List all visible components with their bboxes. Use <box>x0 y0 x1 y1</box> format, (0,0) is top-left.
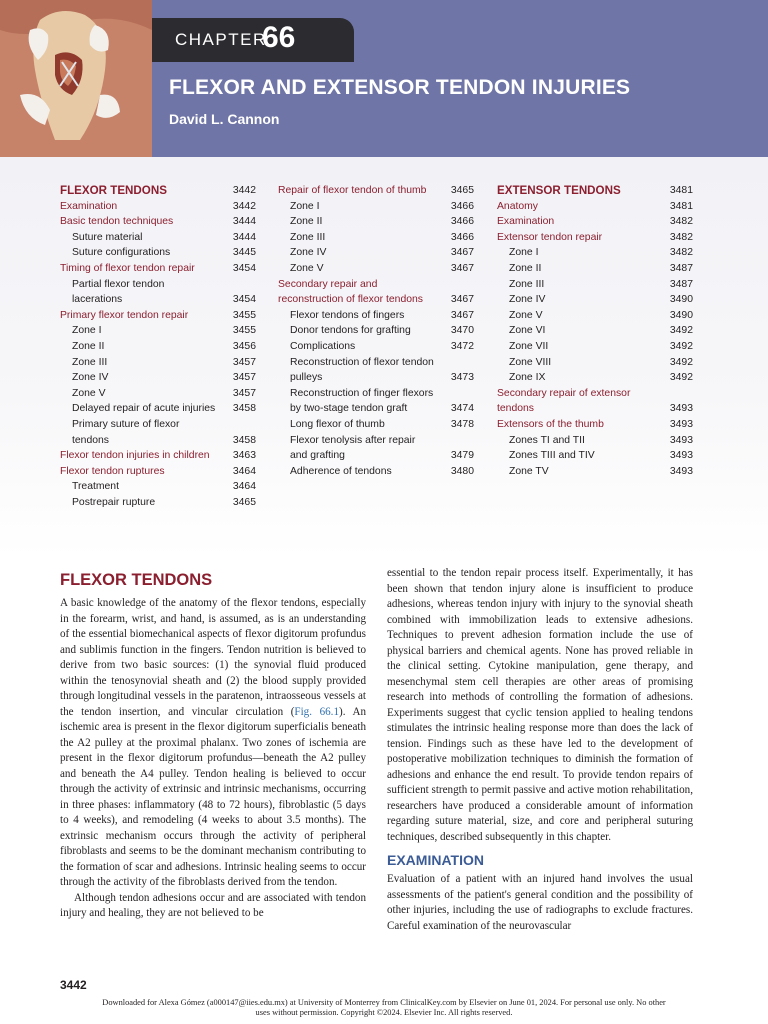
toc-entry-label: Complications <box>290 340 356 352</box>
toc-entry-page: 3444 <box>232 231 256 243</box>
toc-entry[interactable] <box>278 323 474 339</box>
body-column-left <box>60 566 366 922</box>
toc-entry-page: 3492 <box>669 340 693 352</box>
toc-entry-label: Examination <box>60 200 118 212</box>
toc-entry-label: Zone IV <box>509 294 546 306</box>
toc-entry[interactable] <box>60 479 256 495</box>
toc-entry-label: Basic tendon techniques <box>60 216 174 228</box>
toc-entry-page: 3464 <box>232 465 256 477</box>
toc-entry-page: 3457 <box>232 356 256 368</box>
toc-entry-page: 3442 <box>232 200 256 212</box>
toc-entry-label: Zone II <box>72 340 105 352</box>
chapter-opener-photo <box>0 0 152 157</box>
toc-entry-label: Flexor tendons of fingers <box>290 309 405 321</box>
toc-entry-label: Long flexor of thumb <box>290 418 385 430</box>
chapter-number: 66 <box>262 21 296 54</box>
toc-entry-page: 3457 <box>232 372 256 384</box>
toc-entry-page: 3487 <box>669 278 693 290</box>
toc-entry[interactable] <box>497 433 693 449</box>
toc-entry[interactable] <box>60 277 256 308</box>
toc-entry-page: 3458 <box>232 434 256 446</box>
toc-entry-page: 3467 <box>450 262 474 274</box>
toc-entry-page: 3442 <box>232 185 256 196</box>
paragraph-text: ). An ischemic area is present in the flexor digitorum superficialis beneath the A2 pulley at the proximal phalanx. Two zones of ischemia are present in the flexor digitorum profundus—beneath the A2 pulley and beneath the A4 pulley. Tendon healing is believed to occur through the activity of extrinsic and intrinsic mechanisms, occurring in three phases: inflammatory (48 to 72 hours), fibroblastic (5 days to 4 weeks), and remodeling (4 weeks to about 3.5 months). The extrinsic mechanism occurs through the activity of peripheral fibroblasts and seems to be the dominant mechanism contributing to the formation of scar and adhesions. Intrinsic healing seems to occur through the activity of the fibroblasts derived from the tendon. <box>60 705 367 888</box>
toc-entry-page: 3480 <box>450 465 474 477</box>
toc-entry-label: Zone II <box>290 216 323 228</box>
toc-entry-page: 3456 <box>232 340 256 352</box>
chapter-header <box>0 0 768 157</box>
toc-entry-page: 3493 <box>669 403 693 415</box>
toc-entry[interactable] <box>278 433 474 464</box>
toc-entry[interactable] <box>497 292 693 308</box>
toc-entry-label: Reconstruction of flexor tendon pulleys <box>290 356 434 384</box>
toc-entry-label: Zones TIII and TIV <box>509 450 595 462</box>
toc-entry-label: Zone III <box>509 278 545 290</box>
toc-entry-page: 3465 <box>232 496 256 508</box>
toc-entry[interactable] <box>60 339 256 355</box>
toc-entry[interactable] <box>278 355 474 386</box>
toc-entry[interactable] <box>278 464 474 480</box>
chapter-title: FLEXOR AND EXTENSOR TENDON INJURIES <box>169 76 631 99</box>
toc-entry[interactable] <box>60 355 256 371</box>
toc-entry-label: Zone III <box>72 356 108 368</box>
toc-entry[interactable] <box>497 308 693 324</box>
toc-entry-label: Zone II <box>509 262 542 274</box>
toc-entry[interactable] <box>497 245 693 261</box>
toc-entry-label: Zones TI and TII <box>509 434 585 446</box>
toc-entry-label: Suture material <box>72 231 143 243</box>
toc-entry-label: Delayed repair of acute injuries <box>72 403 216 415</box>
toc-entry-label: Zone IX <box>509 372 546 384</box>
toc-entry-page: 3492 <box>669 356 693 368</box>
toc-entry[interactable] <box>497 448 693 464</box>
toc-entry-label: Zone VI <box>509 325 546 337</box>
toc-entry-label: Zone III <box>290 231 326 243</box>
toc-entry[interactable] <box>60 495 256 511</box>
toc-entry[interactable] <box>497 199 693 215</box>
toc-entry[interactable] <box>60 199 256 215</box>
body-paragraph: Although tendon adhesions occur and are associated with tendon injury and healing, they are not believed to be <box>60 891 366 919</box>
toc-entry-page: 3467 <box>450 309 474 321</box>
toc-entry-label: Secondary repair of extensor tendons <box>497 387 631 415</box>
toc-entry-page: 3474 <box>450 403 474 415</box>
toc-entry[interactable] <box>497 277 693 293</box>
toc-entry-label: Zone TV <box>509 465 549 477</box>
toc-entry-page: 3490 <box>669 309 693 321</box>
toc-entry[interactable] <box>497 339 693 355</box>
toc-entry[interactable] <box>60 401 256 417</box>
toc-entry[interactable] <box>497 261 693 277</box>
toc-entry-label: Zone IV <box>72 372 109 384</box>
toc-entry-page: 3467 <box>450 294 474 306</box>
toc-entry-page: 3466 <box>450 216 474 228</box>
download-notice: Downloaded for Alexa Gómez (a000147@iies.edu.mx) at University of Monterrey from ClinicalKey.com by Elsevier on June 01, 2024. For personal use only. No other uses without permission. Copyright ©2024. Elsevier Inc. All rights reserved. <box>102 998 666 1017</box>
toc-entry-page: 3493 <box>669 434 693 446</box>
toc-entry[interactable] <box>278 245 474 261</box>
toc-entry-label: Treatment <box>72 481 119 493</box>
paragraph-text: A basic knowledge of the anatomy of the flexor tendons, especially in the forearm, wrist, and hand, is assumed, as is an understanding of the essential biomechanical aspects of flexor digitorum profundus and sublimis function in the fingers. Tendon nutrition is believed to derive from two basic sources: (1) the synovial fluid produced within the tenosynovial sheath and (2) the blood supply provided through longitudinal vessels in the paratenon, intraosseous vessels at the tendon insertion, and vincular circulation ( <box>60 597 366 718</box>
toc-entry-page: 3481 <box>669 185 693 196</box>
toc-entry[interactable] <box>497 386 693 417</box>
toc-entry-page: 3466 <box>450 200 474 212</box>
subsection-heading: EXAMINATION <box>387 852 484 868</box>
toc-entry-label: Donor tendons for grafting <box>290 325 411 337</box>
toc-entry[interactable] <box>60 261 256 277</box>
body-paragraph <box>60 596 366 891</box>
toc-column-1 <box>60 183 256 510</box>
toc-entry[interactable] <box>60 230 256 246</box>
toc-entry-label: Anatomy <box>497 200 539 212</box>
toc-entry[interactable] <box>278 214 474 230</box>
toc-entry-page: 3493 <box>669 450 693 462</box>
toc-entry-label: FLEXOR TENDONS <box>60 184 167 197</box>
body-paragraph: Evaluation of a patient with an injured hand involves the usual assessments of the patient's general condition and the possibility of other injuries, including the use of radiographs to exclude fractures. Careful examination of the neurovascular <box>387 873 693 932</box>
toc-entry-page: 3470 <box>450 325 474 337</box>
toc-entry-label: Zone V <box>290 262 324 274</box>
toc-entry[interactable] <box>60 214 256 230</box>
figure-link[interactable]: Fig. 66.1 <box>294 705 339 718</box>
toc-entry-page: 3463 <box>232 450 256 462</box>
toc-entry[interactable] <box>278 230 474 246</box>
toc-entry[interactable] <box>60 417 256 448</box>
toc-entry-label: Repair of flexor tendon of thumb <box>278 185 427 196</box>
toc-entry[interactable] <box>60 464 256 480</box>
toc-entry-label: Zone V <box>72 387 106 399</box>
toc-entry-page: 3465 <box>450 185 474 196</box>
toc-entry[interactable] <box>278 339 474 355</box>
toc-entry-label: Examination <box>497 216 555 228</box>
toc-column-2 <box>278 183 474 479</box>
toc-entry-label: Timing of flexor tendon repair <box>60 262 195 274</box>
toc-entry-label: Zone I <box>509 247 539 259</box>
toc-entry-label: Zone VIII <box>509 356 552 368</box>
toc-entry-page: 3492 <box>669 325 693 337</box>
toc-entry[interactable] <box>497 417 693 433</box>
toc-entry-page: 3478 <box>450 418 474 430</box>
body-column-right <box>387 566 693 934</box>
toc-entry[interactable] <box>278 277 474 308</box>
toc-entry-label: EXTENSOR TENDONS <box>497 184 621 197</box>
toc-entry-label: Reconstruction of finger flexors by two-stage tendon graft <box>290 387 434 415</box>
toc-entry-page: 3490 <box>669 294 693 306</box>
toc-entry-label: Adherence of tendons <box>290 465 392 477</box>
toc-entry-label: Flexor tendon injuries in children <box>60 450 210 462</box>
toc-entry[interactable] <box>60 448 256 464</box>
toc-entry[interactable] <box>497 355 693 371</box>
toc-entry[interactable] <box>278 308 474 324</box>
toc-entry[interactable] <box>497 323 693 339</box>
chapter-author: David L. Cannon <box>169 111 280 127</box>
toc-entry-label: Zone V <box>509 309 543 321</box>
toc-entry-label: Postrepair rupture <box>72 496 156 508</box>
body-paragraph: essential to the tendon repair process itself. Experimentally, it has been shown that tendon injury alone is insufficient to produce adhesions, whereas tendon injury with injury to the synovial sheath combined with immobilization leads to extensive adhesions. Techniques to prevent adhesion formation include the use of physical barriers and chemical agents. None has proved reliable in the clinical setting. Cytokine manipulation, gene therapy, and mesenchymal stem cell therapies are other areas of promising research into methods of controlling the formation of adhesions. Experiments suggest that cyclic tension applied to healing tendons stimulates the intrinsic healing response more than does the lack of tension. Findings such as these have led to the development of postoperative mobilization techniques to diminish the formation of adhesions and enhance the end result. To provide tendon repairs of sufficient strength to permit passive and active motion rehabilitation, researchers have produced a considerable amount of information regarding suture material, size, and core and peripheral suturing techniques, described subsequently in this chapter. <box>387 567 693 843</box>
toc-entry-label: Partial flexor tendon lacerations <box>72 278 165 306</box>
toc-entry-label: Zone I <box>290 200 320 212</box>
toc-entry-page: 3482 <box>669 216 693 228</box>
toc-section-entry[interactable] <box>60 183 256 199</box>
toc-entry-page: 3455 <box>232 309 256 321</box>
toc-entry-page: 3467 <box>450 247 474 259</box>
toc-entry[interactable] <box>60 308 256 324</box>
toc-entry-page: 3493 <box>669 465 693 477</box>
page-number: 3442 <box>60 978 87 992</box>
toc-entry-page: 3444 <box>232 216 256 228</box>
toc-entry-page: 3492 <box>669 372 693 384</box>
toc-entry[interactable] <box>60 386 256 402</box>
toc-section-entry[interactable] <box>497 183 693 199</box>
surgical-hand-illustration <box>0 0 152 157</box>
toc-entry-page: 3466 <box>450 231 474 243</box>
toc-entry-label: Primary flexor tendon repair <box>60 309 189 321</box>
toc-entry-page: 3487 <box>669 262 693 274</box>
toc-entry-page: 3493 <box>669 418 693 430</box>
toc-entry[interactable] <box>278 386 474 417</box>
toc-entry-label: Flexor tendon ruptures <box>60 465 165 477</box>
toc-entry-page: 3464 <box>232 481 256 493</box>
toc-entry-page: 3479 <box>450 450 474 462</box>
toc-entry[interactable] <box>60 323 256 339</box>
toc-entry[interactable] <box>278 261 474 277</box>
toc-entry-page: 3482 <box>669 247 693 259</box>
toc-entry-page: 3481 <box>669 200 693 212</box>
toc-entry-label: Primary suture of flexor tendons <box>72 418 180 446</box>
toc-entry-page: 3473 <box>450 372 474 384</box>
toc-entry-page: 3472 <box>450 340 474 352</box>
toc-entry[interactable] <box>60 245 256 261</box>
toc-column-3 <box>497 183 693 479</box>
toc-entry[interactable] <box>278 199 474 215</box>
toc-entry-label: Zone VII <box>509 340 549 352</box>
toc-entry-label: Secondary repair and reconstruction of flexor tendons <box>278 278 423 306</box>
section-heading: FLEXOR TENDONS <box>60 571 213 589</box>
toc-entry-page: 3482 <box>669 231 693 243</box>
toc-entry-page: 3458 <box>232 403 256 415</box>
toc-entry[interactable] <box>60 370 256 386</box>
toc-entry[interactable] <box>497 230 693 246</box>
toc-entry[interactable] <box>497 214 693 230</box>
toc-entry[interactable] <box>497 464 693 480</box>
toc-entry-page: 3454 <box>232 294 256 306</box>
toc-entry-page: 3454 <box>232 262 256 274</box>
toc-entry-label: Zone I <box>72 325 102 337</box>
toc-entry-label: Suture configurations <box>72 247 171 259</box>
toc-entry-page: 3457 <box>232 387 256 399</box>
chapter-label: CHAPTER <box>175 30 267 49</box>
toc-entry-label: Extensor tendon repair <box>497 231 603 243</box>
toc-entry[interactable] <box>278 183 474 199</box>
toc-entry-page: 3445 <box>232 247 256 259</box>
toc-entry-page: 3455 <box>232 325 256 337</box>
toc-entry-label: Zone IV <box>290 247 327 259</box>
toc-entry[interactable] <box>278 417 474 433</box>
toc-entry-label: Extensors of the thumb <box>497 418 604 430</box>
toc-entry[interactable] <box>497 370 693 386</box>
toc-entry-label: Flexor tenolysis after repair and grafting <box>290 434 416 462</box>
